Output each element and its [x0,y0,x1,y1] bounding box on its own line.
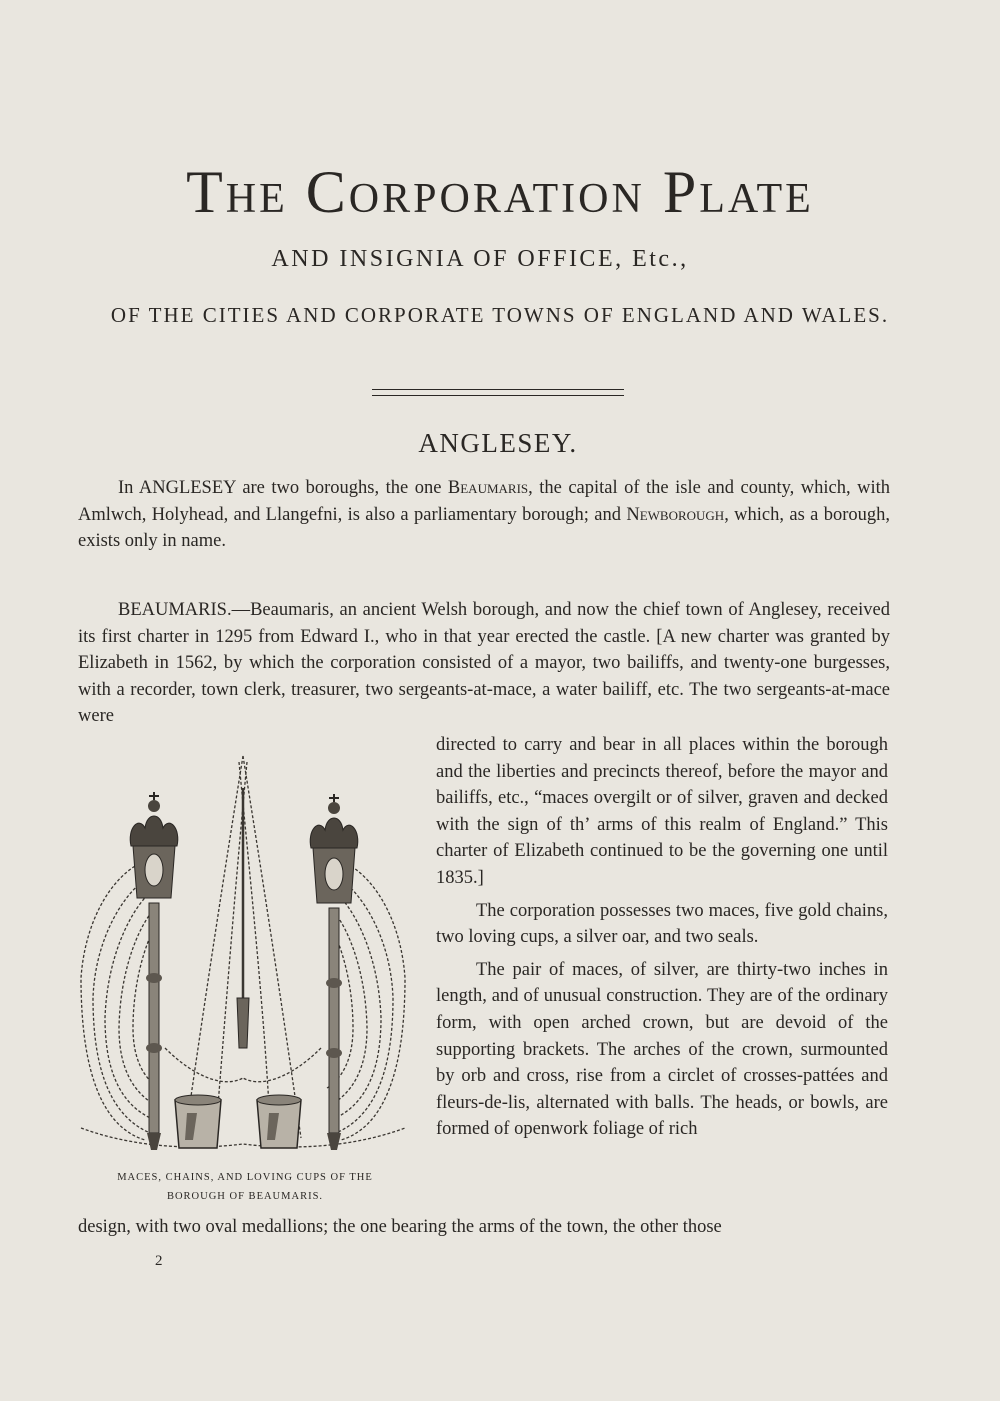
intro-text-c: , the capital of the isle and county, which, with Amlwch, Holyhead, and Llangefni, is also a parliamentary borough; and [78,478,890,525]
charter-continuation: directed to carry and bear in all places within the borough and the liberties and precincts thereof, before the mayor and bailiffs, etc., “maces overgilt or of silver, graven and decked with the sign of th’ arms of this realm of England.” This charter of Elizabeth continued to be the governing one until 1835.] [436,735,888,888]
page-title: The Corporation Plate [186,159,814,225]
right-column-text [436,732,888,1143]
left-mace [130,792,178,1150]
figure-caption [80,1168,410,1206]
double-rule-divider [372,389,624,396]
intro-paragraph [78,475,890,555]
intro-text-e: , which, as a borough, exists only in name. [78,504,890,551]
maces-illustration [75,748,413,1160]
intro-text-a: In ANGLESEY are two boroughs, the one [118,478,448,498]
caption-line-2: BOROUGH OF BEAUMARIS. [166,1191,324,1202]
caption-line-1: MACES, CHAINS, AND LOVING CUPS OF THE [117,1172,373,1183]
subtitle-insignia: AND INSIGNIA OF OFFICE, Etc., [271,246,689,272]
loving-cup-left [175,1095,221,1148]
section-heading: ANGLESEY. [418,428,578,458]
page-number: 2 [155,1253,163,1269]
intro-newborough: Newborough [626,504,725,525]
silver-oar [237,788,249,1048]
maces-paragraph: The pair of maces, of silver, are thirty-two inches in length, and of unusual construction. They are of the ordinary form, with open arched crown, but are devoid of the supporting brackets. The arches of the crown, surmounted by orb and cross, rise from a circlet of crosses-pattées and fleurs-de-lis, alternated with balls. The heads, or bowls, are formed of openwork foliage of rich [436,959,888,1140]
loving-cup-right [257,1095,301,1148]
right-mace [310,794,358,1150]
intro-beaumaris: Beaumaris [447,478,529,498]
possessions-paragraph: The corporation possesses two maces, five gold chains, two loving cups, a silver oar, and two seals. [436,900,888,948]
final-line: design, with two oval medallions; the one bearing the arms of the town, the other those [78,1217,722,1237]
subtitle-cities: OF THE CITIES AND CORPORATE TOWNS OF ENGLAND AND WALES. [110,303,890,327]
beaumaris-paragraph: BEAUMARIS.—Beaumaris, an ancient Welsh borough, and now the chief town of Anglesey, received its first charter in 1295 from Edward I., who in that year erected the castle. [A new charter was granted by Elizabeth in 1562, by which the corporation consisted of a mayor, two bailiffs, and twenty-one burgesses, with a recorder, town clerk, treasurer, two sergeants-at-mace, a water bailiff, etc. The two sergeants-at-mace were [78,600,890,726]
